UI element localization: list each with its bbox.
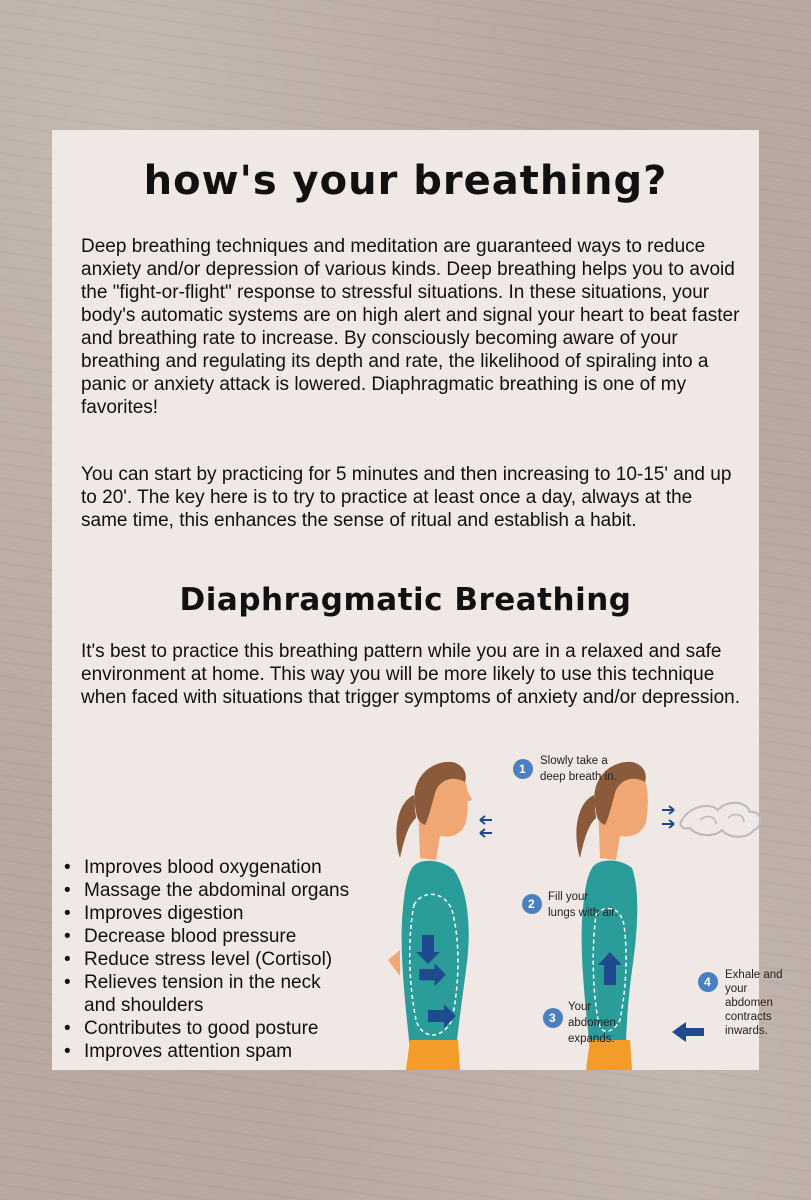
practice-paragraph: You can start by practicing for 5 minutes and then increasing to 10-15' and up to 20'. The key here is to try to practice at least once a day, always at the same time, this enhances the sense of ritual and establish a habit. [81,464,732,531]
svg-text:Your: Your [568,1001,592,1013]
svg-text:3: 3 [549,1011,556,1025]
list-item: • Reduce stress level (Cortisol) [64,948,354,971]
step-1 [513,755,617,783]
svg-text:lungs with air.: lungs with air. [548,907,618,919]
list-item: • Improves blood oxygenation [64,856,354,879]
svg-text:Exhale and: Exhale and [725,969,783,981]
svg-text:Fill your: Fill your [548,891,589,903]
page-title: how's your breathing? [143,158,668,204]
svg-text:deep breath in.: deep breath in. [540,771,617,783]
svg-text:2: 2 [528,897,535,911]
benefits-list [64,856,354,1063]
svg-text:1: 1 [519,762,526,776]
breathing-illustration [370,740,783,1070]
svg-text:contracts: contracts [725,1011,772,1023]
list-item: • Improves attention spam [64,1040,354,1063]
list-item: • Massage the abdominal organs [64,879,354,902]
list-item: • Decrease blood pressure [64,925,354,948]
intro-paragraph: Deep breathing techniques and meditation are guaranteed ways to reduce anxiety and/or depression of various kinds. Deep breathing helps you to avoid the "fight-or-flight" response to stressful situations. In these situations, your body's automatic systems are on high alert and signal your heart to beat faster and breathing rate to increase. By consciously becoming aware of your breathing and regulating its depth and rate, the likelihood of spiraling into a panic or anxiety attack is lowered. Diaphragmatic breathing is one of my favorites! [81,236,740,418]
svg-text:your: your [725,983,748,995]
content-card [52,130,783,1070]
list-item: • Contributes to good posture [64,1017,354,1040]
svg-text:expands.: expands. [568,1033,615,1045]
svg-text:abdomen: abdomen [725,997,773,1009]
svg-text:4: 4 [704,975,711,989]
svg-text:abdomen: abdomen [568,1017,616,1029]
svg-text:Slowly take a: Slowly take a [540,755,608,767]
list-item: • Improves digestion [64,902,354,925]
figure-inhale [388,762,492,1070]
list-item: • Relieves tension in the neck and shoulders [64,971,354,1017]
advice-paragraph: It's best to practice this breathing pattern while you are in a relaxed and safe environment at home. This way you will be more likely to use this technique when faced with situations that trigger symptoms of anxiety and/or depression. [81,641,741,708]
svg-text:inwards.: inwards. [725,1025,768,1037]
section-subtitle: Diaphragmatic Breathing [179,582,632,618]
